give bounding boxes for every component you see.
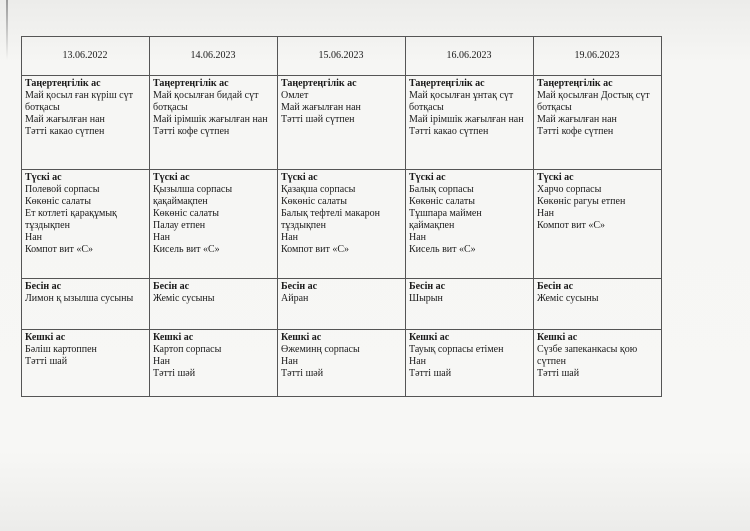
dinner-row — [22, 330, 662, 397]
meal-title: Кешкі ас — [281, 332, 322, 343]
dish-item: Жеміс сусыны — [153, 293, 215, 304]
dish-item: Май ірімшік жағылған нан — [153, 114, 268, 125]
breakfast-cell — [406, 76, 534, 170]
dish-item: Тауық сорпасы етімен — [409, 344, 504, 355]
meal-title: Бесін ас — [153, 281, 190, 292]
dish-item: Компот вит «С» — [25, 244, 94, 255]
date-header: 16.06.2023 — [406, 37, 534, 76]
snack-cell — [406, 279, 534, 330]
date-header: 14.06.2023 — [150, 37, 278, 76]
meal-title: Бесін ас — [25, 281, 62, 292]
dish-item: Тәтті шай — [409, 368, 452, 379]
lunch-cell — [150, 170, 278, 279]
dish-item: Тәтті шәй — [281, 368, 324, 379]
dish-item: Картоп сорпасы — [153, 344, 222, 355]
dish-item: Тәтті какао сүтпен — [25, 126, 105, 137]
meal-title: Таңертеңгілік ас — [537, 78, 613, 89]
lunch-cell — [22, 170, 150, 279]
meal-title: Бесін ас — [409, 281, 446, 292]
dish-item: Қызылша сорпасы — [153, 184, 233, 195]
dish-item: қақаймақпен — [153, 196, 208, 207]
dish-item: Нан — [409, 232, 427, 243]
breakfast-cell — [534, 76, 662, 170]
dish-item: Көкөніс рагуы етпен — [537, 196, 626, 207]
dish-item: Көкөніс салаты — [153, 208, 219, 219]
dish-item: Тәтті кофе сүтпен — [537, 126, 614, 137]
snack-cell — [534, 279, 662, 330]
snack-row — [22, 279, 662, 330]
dish-item: Нан — [25, 232, 43, 243]
dish-item: Көкөніс салаты — [281, 196, 347, 207]
dinner-cell — [406, 330, 534, 397]
dish-item: Лимон қ ызылша сусыны — [25, 293, 134, 304]
meal-title: Бесін ас — [537, 281, 574, 292]
dish-item: Сүзбе запеканкасы қою сүтпен — [537, 344, 638, 367]
meal-title: Таңертеңгілік ас — [409, 78, 485, 89]
dish-item: Тұшпара маймен қаймақпен — [409, 208, 482, 231]
lunch-cell — [406, 170, 534, 279]
date-header: 15.06.2023 — [278, 37, 406, 76]
dish-item: Қазақша сорпасы — [281, 184, 356, 195]
dish-item: Балық сорпасы — [409, 184, 474, 195]
dish-item: Нан — [281, 356, 299, 367]
dish-item: Май қосылған бидай сүт ботқасы — [153, 90, 259, 113]
dinner-cell — [150, 330, 278, 397]
dish-item: Нан — [153, 232, 171, 243]
breakfast-cell — [278, 76, 406, 170]
dish-item: Тәтті кофе сүтпен — [153, 126, 230, 137]
dish-item: Тәтті шай — [537, 368, 580, 379]
dish-item: Май қосыл ған күріш сүт ботқасы — [25, 90, 133, 113]
dish-item: Тәтті какао сүтпен — [409, 126, 489, 137]
breakfast-cell — [150, 76, 278, 170]
dish-item: Кисель вит «С» — [153, 244, 220, 255]
meal-title: Түскі ас — [281, 172, 318, 183]
meal-title: Түскі ас — [25, 172, 62, 183]
dish-item: Тәтті шай — [25, 356, 68, 367]
dish-item: Нан — [153, 356, 171, 367]
dish-item: Харчо сорпасы — [537, 184, 602, 195]
dinner-cell — [278, 330, 406, 397]
dish-item: Балық тефтелі макарон тұздықпен — [281, 208, 381, 231]
dish-item: Май қосылған Достық сүт ботқасы — [537, 90, 650, 113]
dish-item: Ет котлеті қарақұмық тұздықпен — [25, 208, 117, 231]
dish-item: Көкөніс салаты — [25, 196, 91, 207]
dish-item: Айран — [281, 293, 309, 304]
lunch-cell — [534, 170, 662, 279]
meal-title: Таңертеңгілік ас — [25, 78, 101, 89]
dish-item: Өжеминң сорпасы — [281, 344, 360, 355]
dish-item: Май жағылған нан — [537, 114, 617, 125]
menu-table — [21, 36, 662, 397]
dinner-cell — [22, 330, 150, 397]
dish-item: Полевой сорпасы — [25, 184, 100, 195]
date-header-row — [22, 37, 662, 76]
lunch-row — [22, 170, 662, 279]
scan-edge-mark — [6, 0, 8, 60]
dish-item: Тәтті шәй — [153, 368, 196, 379]
breakfast-row — [22, 76, 662, 170]
date-header: 13.06.2022 — [22, 37, 150, 76]
dish-item: Компот вит «С» — [537, 220, 606, 231]
dish-item: Палау етпен — [153, 220, 206, 231]
dish-item: Омлет — [281, 90, 309, 101]
dish-item: Май ірімшік жағылған нан — [409, 114, 524, 125]
dish-item: Май қосылған ұнтақ сүт ботқасы — [409, 90, 514, 113]
dish-item: Нан — [281, 232, 299, 243]
meal-title: Кешкі ас — [537, 332, 578, 343]
snack-cell — [278, 279, 406, 330]
meal-title: Түскі ас — [537, 172, 574, 183]
date-header: 19.06.2023 — [534, 37, 662, 76]
dish-item: Шырын — [409, 293, 443, 304]
meal-title: Таңертеңгілік ас — [281, 78, 357, 89]
meal-title: Түскі ас — [153, 172, 190, 183]
snack-cell — [22, 279, 150, 330]
snack-cell — [150, 279, 278, 330]
dish-item: Бәліш картоппен — [25, 344, 97, 355]
dinner-cell — [534, 330, 662, 397]
dish-item: Май жағылған нан — [281, 102, 361, 113]
dish-item: Жеміс сусыны — [537, 293, 599, 304]
meal-title: Таңертеңгілік ас — [153, 78, 229, 89]
dish-item: Кисель вит «С» — [409, 244, 476, 255]
dish-item: Нан — [409, 356, 427, 367]
meal-title: Кешкі ас — [409, 332, 450, 343]
dish-item: Май жағылған нан — [25, 114, 105, 125]
dish-item: Компот вит «С» — [281, 244, 350, 255]
meal-title: Кешкі ас — [25, 332, 66, 343]
meal-title: Кешкі ас — [153, 332, 194, 343]
lunch-cell — [278, 170, 406, 279]
dish-item: Тәтті шәй сүтпен — [281, 114, 355, 125]
meal-title: Бесін ас — [281, 281, 318, 292]
dish-item: Нан — [537, 208, 555, 219]
menu-body — [22, 76, 662, 397]
dish-item: Көкөніс салаты — [409, 196, 475, 207]
meal-title: Түскі ас — [409, 172, 446, 183]
breakfast-cell — [22, 76, 150, 170]
